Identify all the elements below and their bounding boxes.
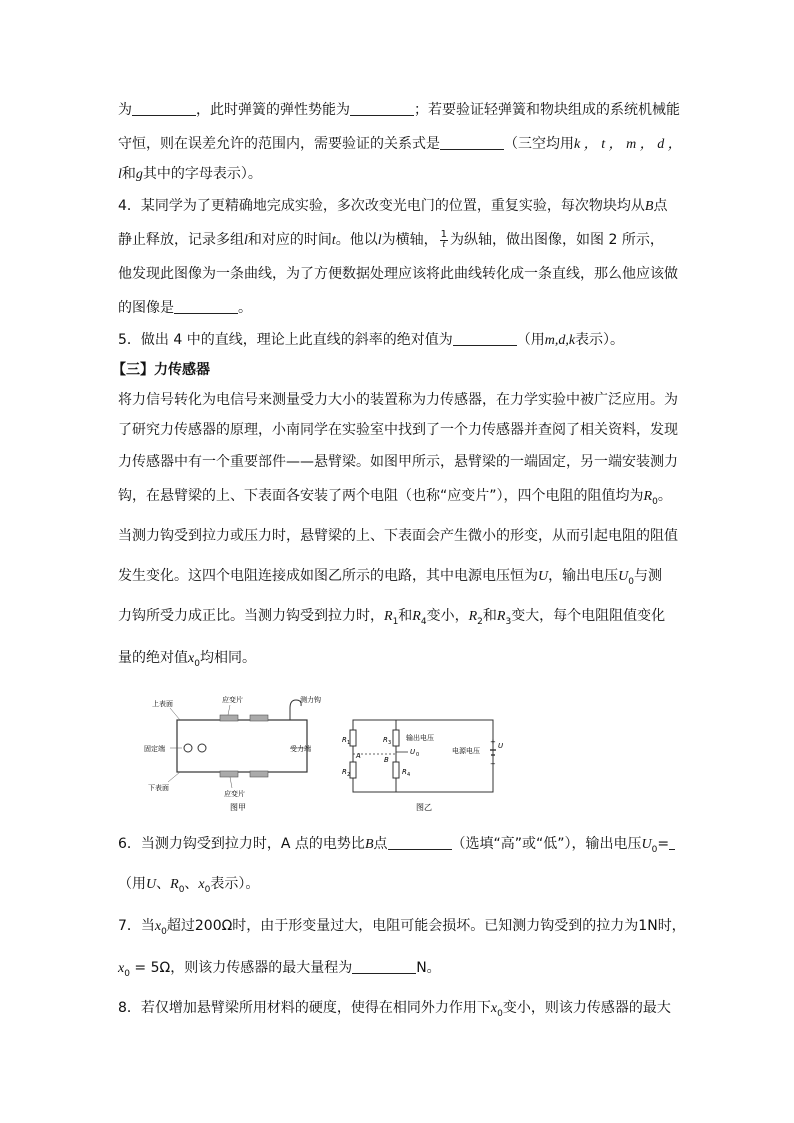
text: ，输出电压 — [548, 568, 619, 584]
subscript: 3 — [505, 616, 512, 627]
text-line — [118, 298, 252, 318]
text: 。他以 — [335, 232, 378, 248]
text: ；若要验证轻弹簧和物块组成的系统机械能 — [414, 102, 680, 118]
label-plus: + — [490, 738, 496, 746]
paragraph-line: 力传感器中有一个重要部件——悬臂梁。如图甲所示，悬臂梁的一端固定，另一端安装测力 — [118, 454, 678, 470]
text: 4．某同学为了更精确地完成实验，多次改变光电门的位置，重复实验，每次物块均从 — [118, 198, 645, 214]
text: 、 — [184, 876, 199, 892]
text: 5．做出 4 中的直线，理论上此直线的斜率的绝对值为 — [118, 332, 453, 348]
label-u: U — [498, 742, 504, 750]
strain-gauge-bottom-2 — [250, 771, 268, 777]
label-top-surface: 上表面 — [152, 700, 173, 708]
variable: R — [643, 489, 653, 504]
caption-yi: 图乙 — [416, 803, 432, 812]
text: 变大，每个电阻阻值变化 — [511, 608, 666, 624]
answer-blank[interactable] — [440, 135, 504, 150]
variable: U — [538, 569, 549, 584]
variable: B — [644, 199, 654, 214]
figure-jia — [144, 695, 321, 812]
label-source-voltage: 电源电压 — [452, 747, 480, 755]
answer-blank[interactable] — [388, 835, 452, 850]
strain-gauge-bottom-1 — [220, 771, 238, 777]
variable: l — [118, 167, 122, 182]
text: 点 — [373, 836, 388, 852]
text-line — [118, 164, 262, 184]
paragraph-line — [118, 486, 672, 506]
subscript: 0 — [628, 576, 634, 587]
variable: t — [331, 233, 336, 248]
label-point-b: B — [384, 756, 389, 764]
text: （用 — [516, 332, 545, 348]
strain-gauge-top-2 — [250, 715, 268, 721]
text: 表示）。 — [210, 876, 260, 892]
variable: x — [118, 961, 125, 976]
resistor-r4 — [393, 762, 399, 778]
text: （三空均用 — [504, 136, 574, 152]
subscript: 4 — [420, 616, 427, 627]
variable: B — [364, 837, 374, 852]
text: 表示）。 — [575, 332, 625, 348]
subscript: 1 — [392, 616, 399, 627]
value: 1N — [638, 918, 658, 934]
variable: l — [377, 233, 382, 248]
text: 为 — [118, 102, 132, 118]
fraction-numerator: 1 — [440, 229, 448, 240]
figure-cantilever-and-circuit — [140, 690, 510, 820]
label-fixed-end: 固定端 — [144, 745, 165, 753]
text-line — [118, 230, 664, 250]
variable: x — [490, 1001, 498, 1016]
paragraph-line: 了研究力传感器的原理，小南同学在实验室中找到了一个力传感器并查阅了相关资料，发现 — [118, 422, 678, 438]
resistor-r2 — [350, 762, 356, 778]
text: 超过 — [166, 918, 195, 934]
question-6-line — [118, 834, 675, 854]
label-point-a: A — [356, 752, 361, 760]
label-r4-sub: 4 — [407, 772, 411, 778]
label-r2: R — [342, 768, 347, 776]
label-r3: R — [383, 736, 388, 744]
text: 时，由于形变量过大，电阻可能会损坏。已知测力钩受到的拉力为 — [232, 918, 639, 934]
subscript: 0 — [178, 884, 185, 895]
subscript: 0 — [651, 844, 658, 855]
text: 静止释放，记录多组 — [118, 232, 244, 248]
variable: g — [135, 167, 143, 182]
text: 量的绝对值 — [118, 650, 188, 666]
text: 7．当 — [118, 918, 155, 934]
variable: U — [618, 569, 629, 584]
text: 为横轴， — [381, 232, 438, 248]
text-line — [118, 874, 259, 894]
section-heading: 【三】力传感器 — [112, 362, 210, 378]
variable: U — [146, 877, 157, 892]
subscript: 0 — [124, 968, 130, 979]
text-line — [118, 100, 680, 120]
variable: x — [188, 651, 195, 666]
label-u0: U — [410, 748, 416, 756]
text: 钩，在悬臂梁的上、下表面各安装了两个电阻（也称“应变片”），四个电阻的阻值均为 — [118, 488, 644, 504]
figure-svg — [140, 690, 510, 820]
text: 和 — [121, 166, 136, 182]
variable: R — [384, 609, 393, 624]
label-r1-sub: 1 — [347, 740, 351, 746]
text: 均相同。 — [199, 650, 256, 666]
label-gauge-top: 应变片 — [222, 696, 243, 704]
variable: k ， t ， m ， d ， — [574, 137, 682, 152]
text: 和 — [398, 608, 413, 624]
variable: x — [198, 877, 205, 892]
subscript: 2 — [477, 616, 483, 627]
label-gauge-bottom: 应变片 — [224, 790, 245, 798]
label-bottom-surface: 下表面 — [148, 784, 169, 792]
variable: R — [468, 609, 478, 624]
text: 变小，则该力传感器的最大 — [502, 1000, 671, 1016]
text-line — [118, 134, 682, 154]
paragraph-line: 将力信号转化为电信号来测量受力大小的装置称为力传感器，在力学实验中被广泛应用。为 — [118, 392, 678, 408]
variable: x — [154, 919, 162, 934]
text: N。 — [416, 960, 441, 976]
text: 、 — [156, 876, 171, 892]
question-8-line — [118, 998, 671, 1018]
text: 力钩所受力成正比。当测力钩受到拉力时， — [118, 608, 384, 624]
bolt-2 — [198, 744, 206, 752]
question-7-line — [118, 916, 686, 936]
text: 时， — [657, 918, 686, 934]
answer-blank[interactable] — [669, 835, 675, 850]
variable: l — [244, 233, 248, 248]
label-u0-sub: 0 — [416, 752, 420, 758]
label-force-end: 受力端 — [290, 745, 311, 753]
text: 。 — [238, 300, 252, 316]
label-r2-sub: 2 — [347, 772, 351, 778]
question-5-line — [118, 330, 624, 350]
figure-yi — [342, 720, 503, 812]
paragraph-line — [118, 606, 665, 626]
text: 与测 — [633, 568, 662, 584]
label-r3-sub: 3 — [388, 740, 392, 746]
text-line — [118, 264, 678, 284]
paragraph-line: 当测力钩受到拉力或压力时，悬臂梁的上、下表面会产生微小的形变，从而引起电阻的阻值 — [118, 528, 678, 544]
value: 200Ω — [194, 918, 233, 934]
fraction — [440, 230, 448, 250]
text: （选填“高”或“低”），输出电压 — [451, 836, 642, 852]
subscript: 0 — [194, 658, 200, 669]
label-r1: R — [342, 736, 347, 744]
text: 和对应的时间 — [247, 232, 332, 248]
subscript: 0 — [497, 1008, 503, 1019]
text: ，则该力传感器的最大量程为 — [170, 960, 353, 976]
text: 8．若仅增加悬臂梁所用材料的硬度，使得在相同外力作用下 — [118, 1000, 491, 1016]
value: = 5Ω — [129, 960, 171, 976]
strain-gauge-top-1 — [220, 715, 238, 721]
resistor-r1 — [350, 730, 356, 746]
question-4-line — [118, 196, 667, 216]
label-hook: 测力钩 — [300, 696, 321, 704]
text-line — [118, 958, 441, 978]
text: 为纵轴，做出图像，如图 2 所示， — [450, 232, 664, 248]
paragraph-line — [118, 566, 662, 586]
variable: R — [496, 609, 506, 624]
text: 发生变化。这四个电阻连接成如图乙所示的电路，其中电源电压恒为 — [118, 568, 538, 584]
text: 他发现此图像为一条曲线，为了方便数据处理应该将此曲线转化成一条直线，那么他应该做 — [118, 266, 678, 282]
resistor-r3 — [393, 730, 399, 746]
text: 变小， — [426, 608, 469, 624]
answer-blank[interactable] — [174, 299, 238, 314]
bolt-1 — [184, 744, 192, 752]
text: = — [657, 836, 670, 852]
text: （用 — [118, 876, 146, 892]
variable: m,d,k — [544, 333, 576, 348]
label-output-voltage: 输出电压 — [406, 734, 434, 742]
label-minus: − — [490, 760, 496, 768]
subscript: 0 — [161, 926, 167, 937]
subscript: 0 — [204, 884, 211, 895]
caption-jia: 图甲 — [230, 803, 246, 812]
variable: R — [170, 877, 179, 892]
text: 和 — [482, 608, 497, 624]
circuit-frame — [353, 720, 493, 792]
subscript: 0 — [652, 496, 658, 507]
answer-blank[interactable] — [453, 331, 517, 346]
answer-blank[interactable] — [350, 101, 414, 116]
variable: R — [412, 609, 421, 624]
text: 点 — [653, 198, 668, 214]
label-r4: R — [402, 768, 407, 776]
cantilever-beam — [177, 720, 307, 772]
variable: U — [641, 837, 652, 852]
paragraph-line — [118, 648, 256, 668]
text: ，此时弹簧的弹性势能为 — [196, 102, 350, 118]
text: 的图像是 — [118, 300, 174, 316]
text: 6．当测力钩受到拉力时，A 点的电势比 — [118, 836, 365, 852]
text: 。 — [657, 488, 672, 504]
text: 守恒，则在误差允许的范围内，需要验证的关系式是 — [118, 136, 440, 152]
answer-blank[interactable] — [132, 101, 196, 116]
fraction-denominator: t — [442, 239, 446, 250]
text: 其中的字母表示）。 — [142, 166, 262, 182]
answer-blank[interactable] — [352, 959, 416, 974]
